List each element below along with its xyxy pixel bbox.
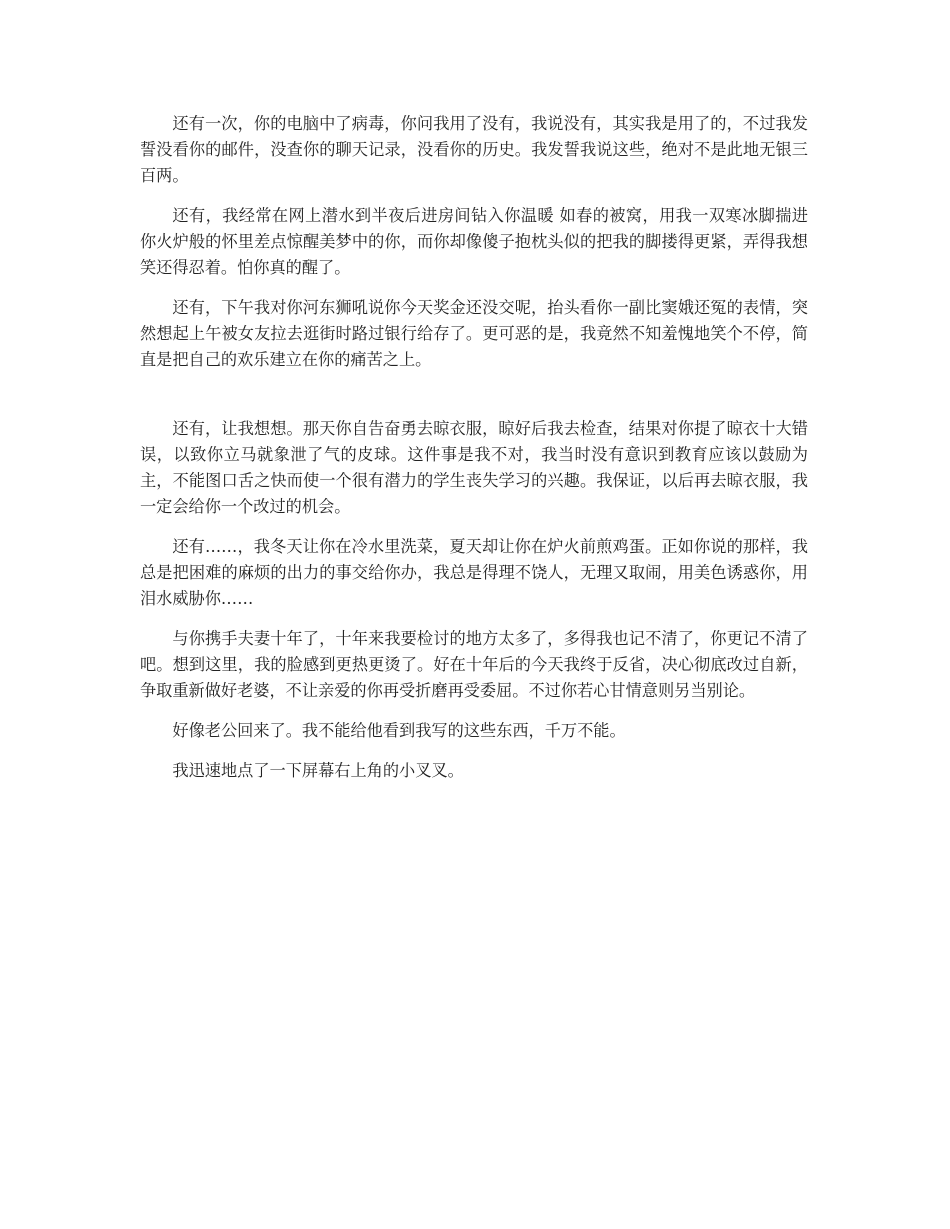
paragraph-laundry: 还有，让我想想。那天你自告奋勇去晾衣服，晾好后我去检查，结果对你提了晾衣十大错误，以致你立马就象泄了气的皮球。这件事是我不对，我当时没有意识到教育应该以鼓励为主，不能图口舌之快而使一个很有潜力的学生丧失学习的兴趣。我保证，以后再去晾衣服，我一定会给你一个改过的机会。 — [140, 419, 808, 516]
paragraph-cold-feet: 还有，我经常在网上潜水到半夜后进房间钻入你温暖 如春的被窝，用我一双寒冰脚揣进你火炉般的怀里差点惊醒美梦中的你，而你却像傻子抱枕头似的把我的脚搂得更紧，弄得我想笑还得忍着。怕你真的醒了。 — [140, 206, 808, 277]
paragraph-bonus: 还有，下午我对你河东狮吼说你今天奖金还没交呢，抬头看你一副比窦娥还冤的表情，突然想起上午被女友拉去逛街时路过银行给存了。更可恶的是，我竟然不知羞愧地笑个不停，简直是把自己的欢乐建立在你的痛苦之上。 — [140, 298, 808, 369]
paragraph-close-window: 我迅速地点了一下屏幕右上角的小叉叉。 — [172, 761, 464, 780]
paragraph-ten-years: 与你携手夫妻十年了，十年来我要检讨的地方太多了，多得我也记不清了，你更记不清了吧。想到这里，我的脸感到更热更烫了。好在十年后的今天我终于反省，决心彻底改过自新，争取重新做好老婆，不让亲爱的你再受折磨再受委屈。不过你若心甘情意则另当别论。 — [140, 629, 808, 700]
paragraph-husband-returns: 好像老公回来了。我不能给他看到我写的这些东西，千万不能。 — [172, 721, 626, 740]
paragraph-virus: 还有一次，你的电脑中了病毒，你问我用了没有，我说没有，其实我是用了的，不过我发誓没看你的邮件，没查你的聊天记录，没看你的历史。我发誓我说这些，绝对不是此地无银三百两。 — [140, 114, 808, 185]
document-body — [140, 111, 808, 784]
paragraph-chores: 还有……，我冬天让你在冷水里洗菜，夏天却让你在炉火前煎鸡蛋。正如你说的那样，我总是把困难的麻烦的出力的事交给你办，我总是得理不饶人，无理又取闹，用美色诱惑你，用泪水威胁你…… — [140, 537, 808, 608]
